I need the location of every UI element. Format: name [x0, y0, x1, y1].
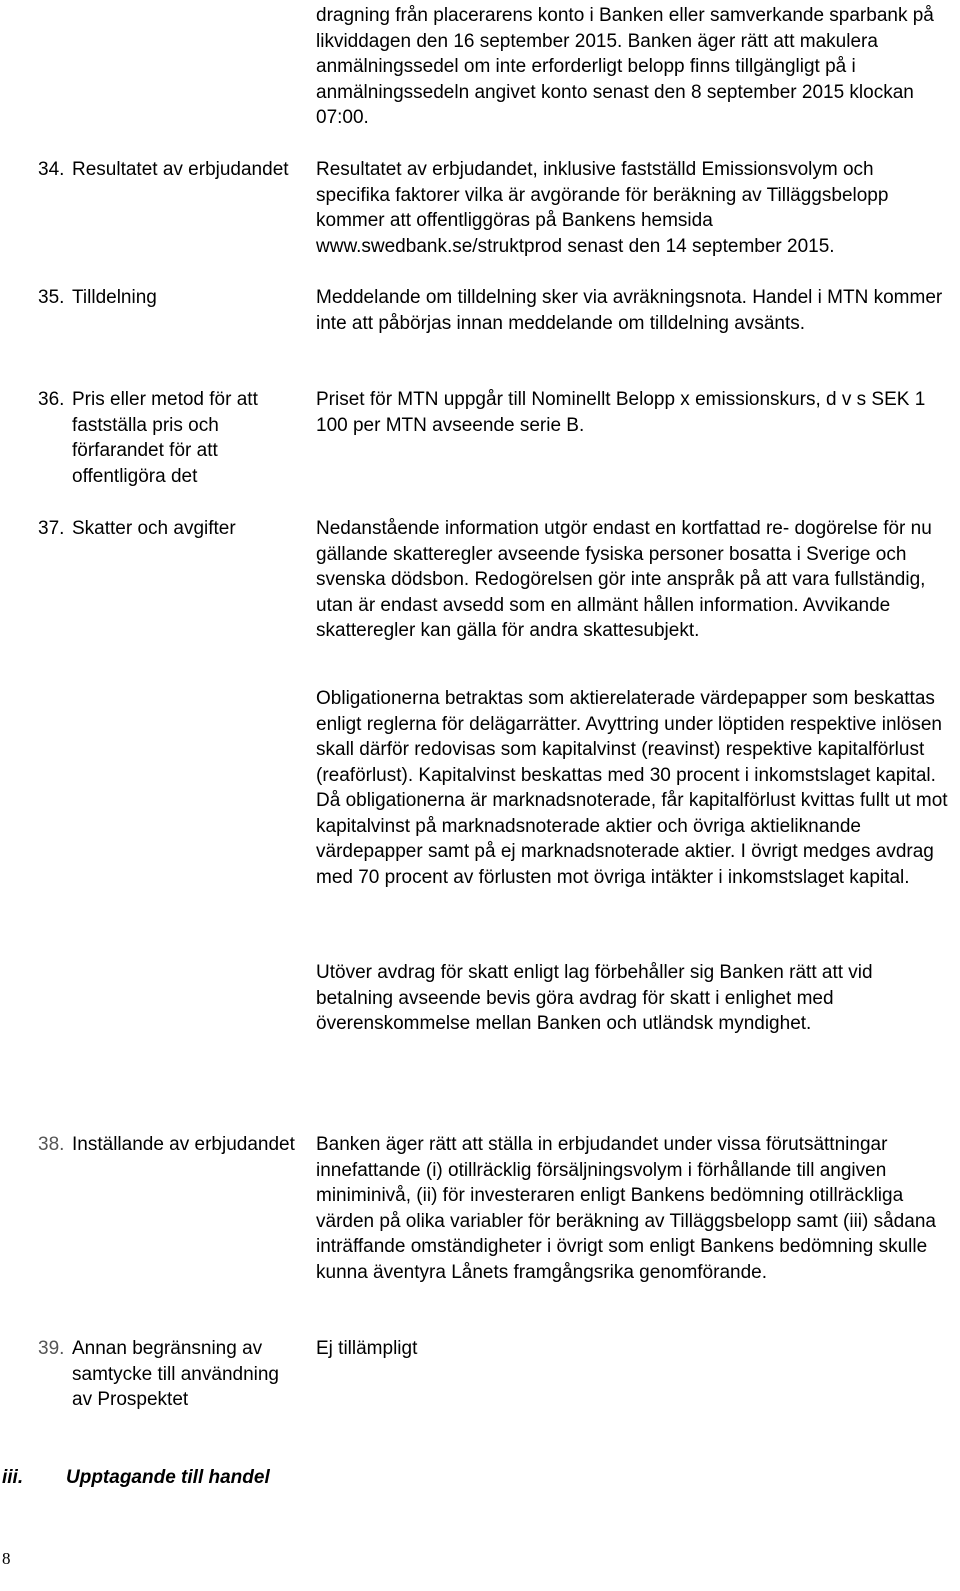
paragraph: Priset för MTN uppgår till Nominellt Belopp x emissionskurs, d v s SEK 1 100 per MTN avseende serie B. [316, 389, 926, 436]
paragraph: Utöver avdrag för skatt enligt lag förbehåller sig Banken rätt att vid betalning avseende bevis göra avdrag för skatt i enlighet med överenskommelse mellan Banken och utländsk myndighet. [316, 962, 873, 1034]
paragraph: Obligationerna betraktas som aktierelaterade värdepapper som beskattas enligt reglerna för delägarrätter. Avyttring under löptiden respektive inlösen skall därför redovisas som kapitalvinst (reavinst) respektive kapitalförlust (reaförlust). Kapitalvinst beskattas med 30 procent i inkomstslaget kapital. Då obligationerna är marknadsnoterade, får kapitalförlust kvittas fullt ut mot kapitalvinst på marknadsnoterade aktier och övriga aktieliknande värdepapper samt på ej marknadsnoterade aktier. I övrigt medges avdrag med 70 procent av förlusten mot övriga intäkter i inkomstslaget kapital. [316, 688, 948, 888]
intro-paragraph: dragning från placerarens konto i Banken eller samverkande sparbank på likviddagen den 16 september 2015. Banken äger rätt att makulera anmälningssedel om inte erforderligt belopp finns tillgängligt på i anmälningssedeln angivet konto senast den 8 september 2015 klockan 07:00. [316, 5, 934, 128]
item-text [316, 157, 948, 259]
item-label: Tilldelning [72, 287, 157, 308]
item-label: Annan begränsning av samtycke till användning av Prospektet [72, 1338, 279, 1410]
item-text [316, 516, 948, 644]
item-number: 38. [38, 1134, 65, 1155]
item-text [316, 285, 948, 336]
item-label: Pris eller metod för att fastställa pris och förfarandet för att offentligöra det [72, 389, 258, 487]
item-label: Resultatet av erbjudandet [72, 159, 289, 180]
paragraph: Nedanstående information utgör endast en kortfattad re- dogörelse för nu gällande skatteregler avseende fysiska personer bosatta i Sverige och svenska dödsbon. Redogörelsen gör inte anspråk på att vara fullständig, utan är endast avsedd som en allmänt hållen information. Avvikande skatteregler kan gälla för andra skattesubjekt. [316, 518, 932, 641]
item-label: Skatter och avgifter [72, 518, 236, 539]
item-text [316, 960, 948, 1037]
item-label: Inställande av erbjudandet [72, 1134, 295, 1155]
item-number: 36. [38, 389, 65, 410]
item-text [316, 686, 948, 890]
item-number: 35. [38, 287, 65, 308]
item-text [316, 1336, 948, 1362]
item-number: 37. [38, 518, 65, 539]
section-number: iii. [2, 1467, 24, 1488]
paragraph: Banken äger rätt att ställa in erbjudandet under vissa förutsättningar innefattande (i) otillräcklig försäljningsvolym i förhållande till angiven miniminivå, (ii) för investeraren enligt Bankens bedömning otillräckliga värden på olika variabler för beräkning av Tilläggsbelopp samt (iii) sådana inträffande omständigheter i övrigt som enligt Bankens bedömning skulle kunna äventyra Lånets framgångsrika genomförande. [316, 1134, 936, 1283]
item-text [316, 387, 948, 438]
item-text [316, 1132, 948, 1285]
paragraph: Resultatet av erbjudandet, inklusive fastställd Emissionsvolym och specifika faktorer vilka är avgörande för beräkning av Tilläggsbelopp kommer att offentliggöras på Bankens hemsida www.swedbank.se/struktprod senast den 14 september 2015. [316, 159, 889, 257]
item-number: 34. [38, 159, 65, 180]
paragraph: Meddelande om tilldelning sker via avräkningsnota. Handel i MTN kommer inte att påbörjas innan meddelande om tilldelning avsänts. [316, 287, 943, 334]
page-number: 8 [2, 1549, 11, 1568]
item-number: 39. [38, 1338, 65, 1359]
paragraph: Ej tillämpligt [316, 1338, 418, 1359]
section-title: Upptagande till handel [66, 1467, 270, 1488]
